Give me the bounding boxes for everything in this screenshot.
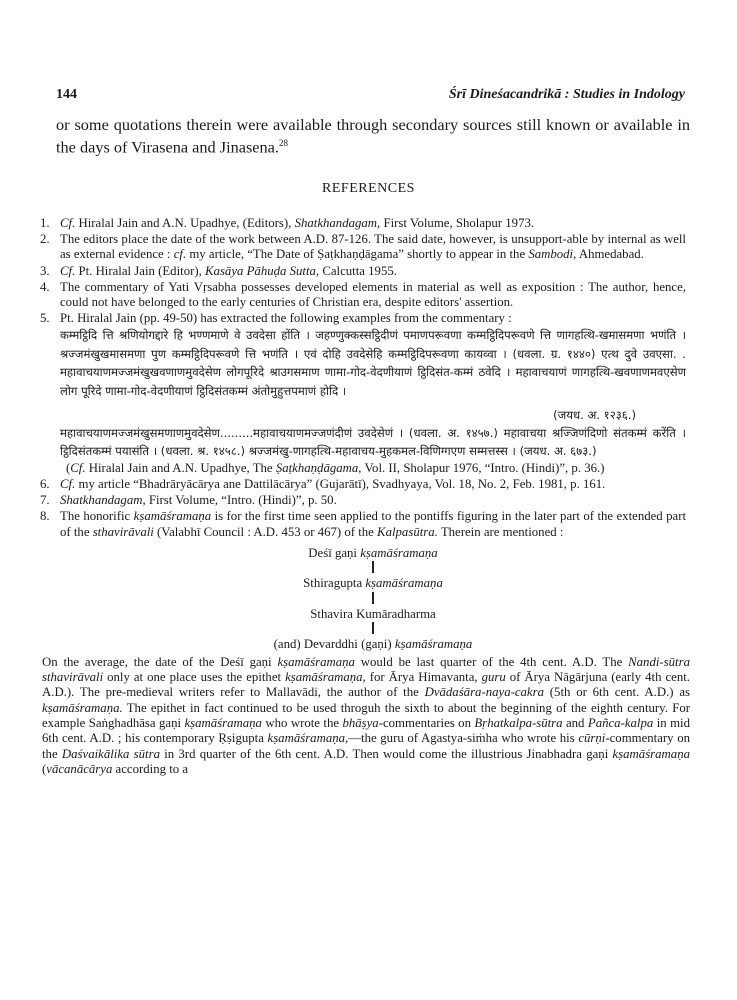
ref-text: First Volume, “Intro. (Hindi)”, p. 50. <box>145 493 337 508</box>
devanagari-citation: (जयध. अ. १२३६.) <box>553 408 636 423</box>
ref-text: Cf. <box>60 477 76 492</box>
ref-text: kṣamāśramaṇa <box>612 746 690 761</box>
reference-number: 5. <box>40 311 50 326</box>
reference-7 <box>40 493 686 508</box>
reference-8 <box>40 509 691 777</box>
ref-text: Shatkhandagam, <box>294 216 381 230</box>
devanagari-quotation-1: कम्मट्ठिदि त्ति श्रणियोगद्दारे हि भण्णमाणे वे उवदेसा होंति । जहण्णुक्कस्सट्ठिदीणं पमाणपरूवणा कम्मट्ठिदिपरूवणे त्ति णागहत्थि-खमासमणा भणंति । श्रज्जमंखुखमासमणा पुण कम्मट्ठिदिपरूवणे त्ति भणंति । एवं दोहि उवदेसेहि कम्मट्ठिदिपरूवणा कायव्वा । (धवला. ग्र. १४४०) एत्थ दुवे उवएसा. . महावाचयाणमज्जमंखुखवणाणमुवदेसेण लोगपूरिदे श्राउगसमाण णामा-गोद-वेदणीयाणं ट्ठिदिसंत-कम्मं ठवेदि । महावाचयाणं णागहत्थि-खवणाणमवएसेण लोग पूरिदे णामा-गोद-वेदणीयाणं ट्ठिदिसंतकम्मं अंतोमुहुत्तपमाणं होदि । <box>60 328 686 398</box>
intro-text: or some quotations therein were available through secondary sources still known or available in the days of Virasena and Jinasena. <box>56 115 690 157</box>
ref-text: ( <box>66 460 71 475</box>
ref-text: my article “Bhadrāryācārya ane Dattilācārya” (Gujarātī), Svadhyaya, Vol. 18, No. 2, Feb. 1981, p. 161. <box>75 477 606 492</box>
ref-text: Kasāya Pāhuḍa Sutta, <box>205 263 320 278</box>
lineage-item <box>60 546 686 562</box>
lineage-connector <box>60 592 686 607</box>
ref-text: my article, “The Date of Ṣaṭkhaṇḍāgama” shortly to appear in the <box>186 247 529 262</box>
ref-text: Deśī gaṇi <box>308 545 361 560</box>
ref-text: Ahmedabad. <box>576 247 644 262</box>
ref-text: kṣamāśramaṇa <box>365 576 443 591</box>
ref-text: bhāṣya <box>342 716 379 731</box>
ref-text: Kalpasūtra. <box>377 524 438 539</box>
ref-text: -commentary on the <box>42 731 691 761</box>
ref-text: sthavirāvali <box>92 524 154 539</box>
ref-text: Nandi-sūtra sthavirāvali <box>42 654 690 685</box>
ref-text: kṣamāśramaṇa <box>133 509 212 524</box>
ref-text: Sambodi, <box>528 247 577 262</box>
reference-6 <box>40 477 686 492</box>
ref-text: in mid 6th cent. A.D. ; his contemporary Ṛṣigupta <box>42 716 690 746</box>
ref-text: Therein are mentioned : <box>437 524 564 539</box>
reference-4 <box>40 280 686 310</box>
ref-text: Cf. <box>70 460 86 475</box>
reference-number: 7. <box>40 493 50 508</box>
ref-text: Shatkhandagam, <box>60 493 146 508</box>
intro-paragraph <box>56 115 690 156</box>
ref-text: (and) Devarddhi (gaṇi) <box>273 637 395 652</box>
ref-text: and <box>562 716 588 731</box>
ref-text: Pt. Hiralal Jain (pp. 49-50) has extracted the following examples from the commentary : <box>60 311 512 326</box>
page-number: 144 <box>56 87 77 102</box>
ref-text: kṣamāśramaṇa <box>277 654 355 669</box>
ref-text: Calcutta 1955. <box>319 263 397 278</box>
ref-text: Dvādaśāra-naya-cakra <box>424 685 544 700</box>
ref-text: who wrote the <box>261 716 343 731</box>
ref-text: only at one place uses the epithet <box>103 670 286 685</box>
reference-2 <box>40 232 686 262</box>
lineage-item <box>60 607 686 623</box>
ref-text: (Valabhī Council : A.D. 453 or 467) of the <box>153 524 378 539</box>
ref-text: Ṣaṭkhaṇḍāgama, <box>275 460 362 475</box>
ref-text: Daśvaikālika sūtra <box>61 746 160 761</box>
ref-text: Vol. II, Sholapur 1976, “Intro. (Hindi)”, p. 36.) <box>361 460 605 475</box>
ref-text: in 3rd quarter of the 6th cent. A.D. Then would come the illustrious Jinabhadra gaṇi <box>159 746 613 761</box>
ref-text: kṣamāśramaṇa <box>184 716 262 731</box>
ref-text: Sthiragupta <box>303 576 366 591</box>
ref-text: Hiralal Jain and A.N. Upadhye, The <box>85 460 276 475</box>
ref-text: kṣamāśramaṇa, <box>267 731 349 746</box>
ref-text: of Ārya Nāgārjuna (early 4th cent. A.D.). The pre-medieval writers refer to Mallavādi, the author of the <box>42 670 690 700</box>
devanagari-quotation-2: महावाचयाणमज्जमंखुसमणाणमुवदेसेण.........महावाचयाणमज्जणंदीणं उवदेसेणं । (धवला. अ. १४५७.) महावाचया श्रज्जिणंदिणो संतकम्मं करेंति । ट्ठिदिसंतकम्मं पयासंति । (धवला. श्र. १४५८.) श्रज्जमंखु-णागहत्थि-महावाचय-मुहकमल-विणिग्गएण सम्मत्तस्स । (जयध. अ. ६७३.) <box>60 426 686 459</box>
ref-text: kṣamāśramaṇa, <box>285 670 366 685</box>
reference-1 <box>40 216 686 231</box>
ref-text: cūrṇi <box>578 731 606 746</box>
ref-text: Hiralal Jain and A.N. Upadhye, (Editors), <box>75 216 295 230</box>
references-list <box>40 216 691 778</box>
ref-text: The epithet in fact continued to be used throguh the sixth to about the beginning of the eighth century. For example Saṅghadhāsa gaṇi <box>42 700 690 731</box>
ref-text: Cf. <box>60 263 76 278</box>
ref-text: Pañca-kalpa <box>587 716 654 731</box>
ref-text: First Volume, Sholapur 1973. <box>380 216 535 230</box>
ref-text: The editors place the date of the work between A.D. 87-126. The said date, however, is unsupport-able by internal as well as external evidence : <box>60 232 686 262</box>
reference-citation <box>60 461 686 476</box>
ref-text: —the guru of Agastya-siṁha who wrote his <box>348 731 579 746</box>
reference-8-continuation <box>42 655 690 777</box>
ref-text: (5th or 6th cent. A.D.) as <box>544 685 690 700</box>
pontiff-lineage <box>60 546 686 653</box>
lineage-item <box>60 576 686 592</box>
ref-text: according to a <box>112 761 189 776</box>
ref-text: guru <box>481 670 506 685</box>
ref-text: On the average, the date of the Deśī gaṇi <box>42 654 278 669</box>
ref-text: would be last quarter of the 4th cent. A.D. The <box>354 654 629 669</box>
reference-3 <box>40 264 686 279</box>
footnote-marker: 28 <box>278 138 288 148</box>
ref-text: for Ārya Himavanta, <box>365 670 482 685</box>
ref-text: kṣamāśramaṇa <box>394 637 473 652</box>
ref-text: cf. <box>173 247 187 262</box>
ref-text: Bṛhatkalpa-sūtra <box>474 716 563 731</box>
reference-number: 4. <box>40 279 50 294</box>
reference-number: 1. <box>40 216 50 230</box>
reference-number: 2. <box>40 232 50 247</box>
ref-text: Sthavira Kumāradharma <box>310 606 436 621</box>
reference-number: 3. <box>40 263 50 278</box>
references-heading: REFERENCES <box>322 181 415 196</box>
reference-number: 6. <box>40 477 50 492</box>
ref-text: vācanācārya <box>46 761 113 776</box>
ref-text: is for the first time seen applied to the pontiffs figuring in the later part of the extended part of the <box>60 509 687 539</box>
reference-5 <box>40 311 686 476</box>
running-title: Śrī Dineśacandrikā : Studies in Indology <box>448 87 685 102</box>
reference-number: 8. <box>40 509 50 524</box>
ref-text: -commentaries on <box>378 716 475 731</box>
ref-text: Cf. <box>60 216 76 230</box>
lineage-item <box>60 637 686 653</box>
ref-text: kṣamāśramaṇa. <box>42 700 123 715</box>
ref-text: The honorific <box>60 509 134 524</box>
lineage-connector <box>60 622 686 637</box>
ref-text: The commentary of Yati Vṛsabha possesses developed elements in material as well as exposition : The author, hence, could not have belonged to the early centuries of Christian era, despite editors' assertion. <box>60 279 686 310</box>
ref-text: kṣamāśramaṇa <box>360 545 438 560</box>
ref-text: ( <box>42 761 47 776</box>
lineage-connector <box>60 561 686 576</box>
ref-text: Pt. Hiralal Jain (Editor), <box>75 263 206 278</box>
